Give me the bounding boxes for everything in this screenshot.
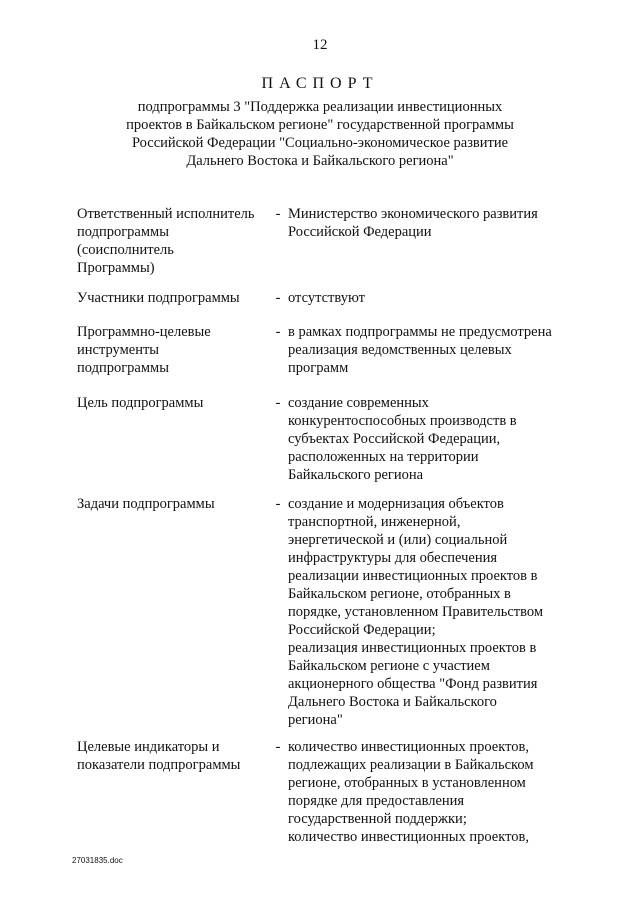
document-title: ПАСПОРТ — [261, 75, 379, 92]
value-line: транспортной, инженерной, — [288, 514, 461, 530]
row-label — [77, 738, 267, 774]
subtitle-line: Российской Федерации "Социально-экономическое развитие — [131, 135, 509, 151]
row-value — [288, 738, 568, 846]
value-line: инфраструктуры для обеспечения — [288, 550, 498, 566]
row-value — [288, 205, 568, 241]
value-line: расположенных на территории — [288, 449, 479, 465]
value-line: Байкальского региона — [288, 467, 424, 483]
value-line: Байкальском регионе с участием — [288, 658, 490, 674]
row-value — [288, 495, 568, 729]
footer-filename: 27031835.doc — [72, 856, 123, 865]
value-line: реализация инвестиционных проектов в — [288, 640, 537, 656]
document-subtitle — [110, 98, 530, 170]
value-line: Российской Федерации — [288, 224, 432, 240]
page-number: 12 — [312, 37, 328, 53]
row-label — [77, 394, 267, 412]
subtitle-line: подпрограммы 3 "Поддержка реализации инвестиционных — [137, 99, 503, 115]
label-line: Ответственный исполнитель — [77, 206, 255, 222]
row-label — [77, 495, 267, 513]
row-dash: - — [275, 496, 281, 512]
value-line: реализация ведомственных целевых — [288, 342, 512, 358]
row-value — [288, 394, 568, 484]
row-dash: - — [275, 739, 281, 755]
value-line: порядке для предоставления — [288, 793, 465, 809]
label-line: Целевые индикаторы и — [77, 739, 220, 755]
value-line: создание и модернизация объектов — [288, 496, 504, 512]
value-line: Байкальском регионе, отобранных в — [288, 586, 511, 602]
label-line: (соисполнитель — [77, 242, 174, 258]
row-value — [288, 323, 568, 377]
value-line: конкурентоспособных производств в — [288, 413, 517, 429]
row-dash: - — [275, 395, 281, 411]
label-line: подпрограммы — [77, 224, 169, 240]
label-line: инструменты — [77, 342, 160, 358]
value-line: Российской Федерации; — [288, 622, 436, 638]
value-line: регионе, отобранных в установленном — [288, 775, 526, 791]
value-line: подлежащих реализации в Байкальском — [288, 757, 534, 773]
value-line: энергетической и (или) социальной — [288, 532, 508, 548]
label-line: Программы) — [77, 260, 155, 276]
value-line: реализации инвестиционных проектов в — [288, 568, 538, 584]
value-line: отсутствуют — [288, 290, 365, 306]
value-line: количество инвестиционных проектов, — [288, 739, 529, 755]
label-line: Задачи подпрограммы — [77, 496, 215, 512]
row-dash: - — [275, 324, 281, 340]
subtitle-line: проектов в Байкальском регионе" государственной программы — [126, 117, 514, 133]
value-line: количество инвестиционных проектов, — [288, 829, 529, 845]
row-value — [288, 289, 568, 307]
label-line: показатели подпрограммы — [77, 757, 241, 773]
value-line: субъектах Российской Федерации, — [288, 431, 501, 447]
value-line: программ — [288, 360, 349, 376]
value-line: Дальнего Востока и Байкальского — [288, 694, 497, 710]
value-line: региона" — [288, 712, 343, 728]
value-line: порядке, установленном Правительством — [288, 604, 543, 620]
label-line: подпрограммы — [77, 360, 169, 376]
subtitle-line: Дальнего Востока и Байкальского региона" — [186, 153, 454, 169]
value-line: акционерного общества "Фонд развития — [288, 676, 538, 692]
row-label — [77, 205, 267, 277]
value-line: создание современных — [288, 395, 429, 411]
row-dash: - — [275, 206, 281, 222]
row-label — [77, 289, 267, 307]
label-line: Программно-целевые — [77, 324, 211, 340]
label-line: Участники подпрограммы — [77, 290, 240, 306]
value-line: Министерство экономического развития — [288, 206, 538, 222]
label-line: Цель подпрограммы — [77, 395, 204, 411]
row-label — [77, 323, 267, 377]
value-line: в рамках подпрограммы не предусмотрена — [288, 324, 552, 340]
value-line: государственной поддержки; — [288, 811, 467, 827]
row-dash: - — [275, 290, 281, 306]
